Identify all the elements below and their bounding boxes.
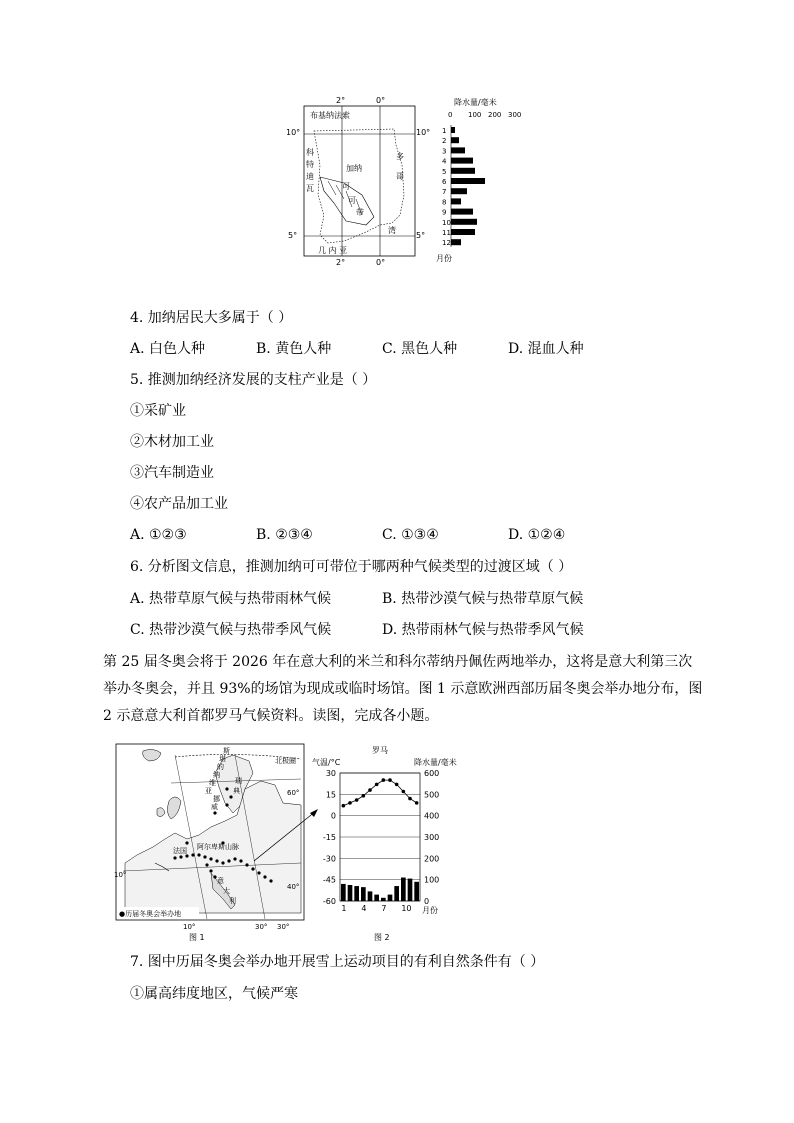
map2-label-2: 堪 xyxy=(219,755,226,763)
q5-item-1: ①采矿业 xyxy=(130,403,186,419)
precip-month-label: 9 xyxy=(442,208,447,217)
rome-precip-bar xyxy=(361,887,366,901)
rome-left-tick: 0 xyxy=(330,811,336,821)
precip-chart-ylabel: 月份 xyxy=(436,254,452,263)
q6-option-b[interactable]: B. 热带沙漠气候与热带草原气候 xyxy=(382,591,584,607)
map1-top-label-2: 0° xyxy=(376,96,386,105)
map1-north-label: 布基纳法索 xyxy=(310,111,350,120)
map1-west-label-2: 特 xyxy=(306,160,314,169)
rome-temp-point xyxy=(382,778,386,782)
precip-bar xyxy=(451,158,473,164)
rome-precip-bar xyxy=(414,882,419,901)
q6-option-a[interactable]: A. 热带草原气候与热带雨林气候 xyxy=(130,591,332,607)
map2-label-9: 瑞 xyxy=(235,777,242,785)
rome-temp-point xyxy=(408,797,412,801)
rome-x-tick: 10 xyxy=(401,904,412,913)
map2-latlon-10w: 10° xyxy=(114,871,127,879)
map1-east-label-2: 哥 xyxy=(396,172,404,181)
map2-label-13: 阿尔卑斯山脉 xyxy=(197,843,239,851)
map2-label-11: 北极圈 xyxy=(275,757,296,765)
q5-item-4: ④农产品加工业 xyxy=(130,496,228,512)
map1-top-label-1: 2° xyxy=(336,96,346,105)
rome-chart-title: 罗马 xyxy=(372,746,388,755)
rome-x-tick: 4 xyxy=(361,904,367,913)
figure2-caption: 图 2 xyxy=(374,933,390,942)
precip-month-label: 1 xyxy=(442,127,447,135)
rome-x-tick: 7 xyxy=(381,904,387,913)
rome-chart-left-label: 气温/°C xyxy=(312,758,341,767)
q4-stem: 4. 加纳居民大多属于（ ） xyxy=(130,310,293,326)
rome-temp-point xyxy=(348,801,352,805)
map2-latlon-60: 60° xyxy=(287,789,300,797)
precip-month-label: 11 xyxy=(442,229,451,237)
precip-bar xyxy=(451,147,465,153)
precip-bar xyxy=(451,127,455,133)
map2-legend: ●历届冬奥会举办地 xyxy=(119,910,182,918)
map1-west-label-3: 迪 xyxy=(306,172,314,181)
map1-south-label: 几 内 亚 xyxy=(318,246,348,255)
map1-east-label-1: 多 xyxy=(396,152,404,161)
precip-month-label: 12 xyxy=(442,239,451,248)
q5-item-2: ②木材加工业 xyxy=(130,434,214,450)
rome-right-tick: 200 xyxy=(424,854,440,864)
rome-left-tick: 15 xyxy=(325,790,336,800)
rome-chart-right-label: 降水量/毫米 xyxy=(414,758,457,767)
rome-temp-point xyxy=(402,790,406,794)
rome-temp-point xyxy=(368,788,372,792)
map2-label-5: 维 xyxy=(209,779,216,787)
rome-climate-chart xyxy=(310,743,490,943)
map2-label-4: 纳 xyxy=(213,771,220,779)
precip-month-label: 2 xyxy=(442,137,447,146)
map2-label-1: 斯 xyxy=(223,747,230,755)
map1-bottom-label-2: 0° xyxy=(376,258,386,267)
precip-bar xyxy=(451,229,475,235)
rome-precip-bar xyxy=(388,895,393,901)
map2-label-17: 30° xyxy=(277,923,290,931)
rome-right-tick: 300 xyxy=(424,833,440,842)
precip-bar xyxy=(451,219,477,225)
precip-x-tick: 300 xyxy=(508,111,522,119)
rome-chart-xlabel: 月份 xyxy=(422,906,438,915)
rome-temp-point xyxy=(375,783,379,787)
map1-right-label-1: 10° xyxy=(416,128,431,137)
rome-precip-bar xyxy=(341,884,346,901)
map1-left-label-2: 5° xyxy=(288,231,298,240)
map2-latlon-30e: 30° xyxy=(255,923,268,931)
rome-left-tick: -60 xyxy=(322,897,336,906)
precip-bar xyxy=(451,178,485,184)
rome-precip-bar xyxy=(368,891,373,901)
intro-paragraph: 第 25 届冬奥会将于 2026 年在意大利的米兰和科尔蒂纳丹佩佐两地举办，这将是意大利第三次举办冬奥会，并且 93%的场馆为现成或临时场馆。图 1 示意欧洲西部历届冬奥会举办地分布，图 2 示意意大利首都罗马气候资料。读图，完成各小题。 xyxy=(103,654,703,724)
q5-option-c[interactable]: C. ①③④ xyxy=(382,527,439,543)
precip-month-label: 4 xyxy=(442,157,447,166)
figure1-caption: 图 1 xyxy=(189,933,205,942)
q5-option-b[interactable]: B. ②③④ xyxy=(256,527,313,543)
rome-right-tick: 100 xyxy=(424,875,440,885)
precip-month-label: 3 xyxy=(442,147,447,156)
map1-belt-label-1: 可 xyxy=(342,182,350,191)
rome-temp-point xyxy=(355,798,359,802)
rome-left-tick: -30 xyxy=(322,854,336,864)
precip-bar xyxy=(451,198,461,204)
q7-item-1: ①属高纬度地区，气候严寒 xyxy=(130,986,298,1002)
rome-left-tick: 30 xyxy=(325,769,336,778)
map1-country-label: 加纳 xyxy=(346,164,362,173)
rome-temp-point xyxy=(388,778,392,782)
precip-chart-title: 降水量/毫米 xyxy=(454,98,497,107)
q6-option-d[interactable]: D. 热带雨林气候与热带季风气候 xyxy=(382,622,584,638)
rome-right-tick: 400 xyxy=(424,811,440,821)
precip-x-tick: 200 xyxy=(488,111,502,119)
ghana-map xyxy=(284,95,431,267)
rome-right-tick: 500 xyxy=(424,790,440,800)
map2-label-3: 的 xyxy=(217,763,224,771)
rome-precip-bar xyxy=(348,885,353,901)
precip-bar xyxy=(451,209,473,215)
rome-right-tick: 0 xyxy=(424,897,430,906)
rome-left-tick: -15 xyxy=(322,833,336,842)
q5-option-a[interactable]: A. ①②③ xyxy=(130,527,187,543)
q4-option-b[interactable]: B. 黄色人种 xyxy=(256,341,332,357)
q6-option-c[interactable]: C. 热带沙漠气候与热带季风气候 xyxy=(130,622,332,638)
q5-item-3: ③汽车制造业 xyxy=(130,465,214,481)
precip-month-label: 7 xyxy=(442,188,447,197)
rome-x-tick: 1 xyxy=(341,904,347,913)
precip-bar xyxy=(451,137,459,143)
map1-west-label-4: 瓦 xyxy=(306,184,314,193)
map1-belt-label-3: 带 xyxy=(356,208,364,217)
rome-temp-point xyxy=(395,783,399,787)
q4-option-d[interactable]: D. 混血人种 xyxy=(508,341,584,357)
map2-label-15: 大 xyxy=(223,887,230,895)
map2-label-7: 挪 xyxy=(213,795,220,803)
rome-left-tick: -45 xyxy=(322,875,336,885)
precip-month-label: 5 xyxy=(442,167,447,176)
q5-option-d[interactable]: D. ①②④ xyxy=(508,527,566,543)
q5-stem: 5. 推测加纳经济发展的支柱产业是（ ） xyxy=(130,372,377,388)
map1-gulf-label: 湾 xyxy=(388,226,396,235)
precip-bar xyxy=(451,239,461,245)
map2-label-14: 意 xyxy=(217,877,224,885)
precip-month-label: 8 xyxy=(442,198,447,207)
precip-month-label: 10 xyxy=(442,218,451,227)
rome-precip-bar xyxy=(354,886,359,901)
map2-label-8: 威 xyxy=(211,803,218,811)
map2-latlon-40: 40° xyxy=(287,883,300,891)
map2-label-12: 法国 xyxy=(173,847,187,855)
q7-stem: 7. 图中历届冬奥会举办地开展雪上运动项目的有利自然条件有（ ） xyxy=(130,954,545,970)
precipitation-bar-chart xyxy=(432,95,522,267)
q4-option-c[interactable]: C. 黑色人种 xyxy=(382,341,458,357)
rome-precip-bar xyxy=(408,879,413,901)
precip-month-label: 6 xyxy=(442,178,447,186)
map1-belt-label-2: 可 xyxy=(348,196,356,205)
q6-stem: 6. 分析图文信息，推测加纳可可带位于哪两种气候类型的过渡区域（ ） xyxy=(130,559,573,575)
rome-temp-line xyxy=(343,780,416,806)
map2-label-10: 典 xyxy=(233,787,240,795)
rome-right-tick: 600 xyxy=(424,769,440,778)
precip-x-tick: 100 xyxy=(468,111,482,119)
map1-right-label-2: 5° xyxy=(416,231,426,240)
precip-x-tick: 0 xyxy=(448,111,453,119)
map1-bottom-label-1: 2° xyxy=(336,258,346,267)
map2-latlon-10e: 10° xyxy=(183,923,196,931)
rome-precip-bar xyxy=(381,898,386,901)
q4-option-a[interactable]: A. 白色人种 xyxy=(130,341,206,357)
rome-temp-point xyxy=(342,804,346,808)
rome-temp-point xyxy=(362,794,366,798)
map1-left-label-1: 10° xyxy=(286,128,301,137)
rome-temp-point xyxy=(415,801,419,805)
map1-west-label-1: 科 xyxy=(306,148,314,157)
map2-label-16: 利 xyxy=(229,897,236,905)
precip-bar xyxy=(451,168,475,174)
rome-precip-bar xyxy=(401,878,406,901)
precip-bar xyxy=(451,188,467,194)
rome-precip-bar xyxy=(374,895,379,901)
rome-precip-bar xyxy=(394,886,399,901)
map2-label-6: 亚 xyxy=(205,787,212,795)
